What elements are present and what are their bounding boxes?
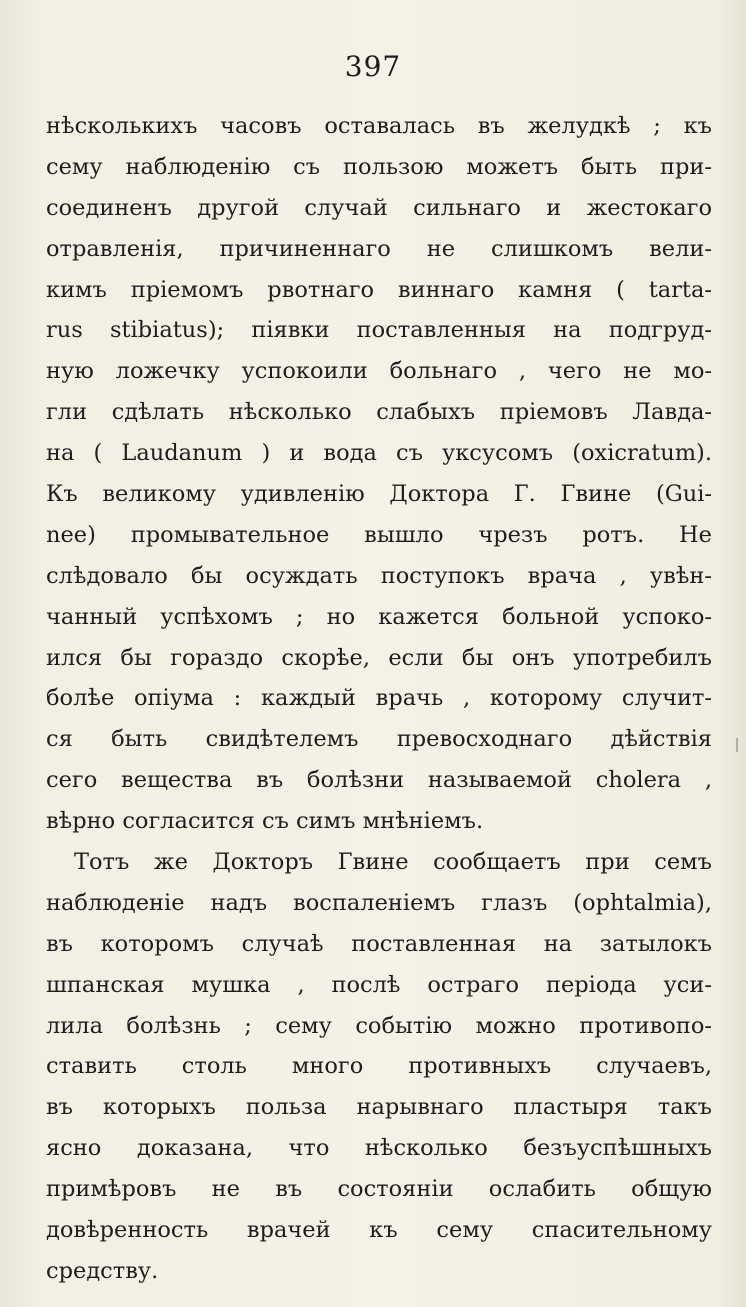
text-line: ясно доказана, что нѣсколько безъуспѣшныхъ	[46, 1135, 712, 1162]
text-line: ставить столь много противныхъ случаевъ,	[46, 1053, 712, 1080]
text-line: чанный успѣхомъ ; но кажется больной успоко-	[46, 603, 712, 630]
text-line: ился бы гораздо скорѣе, если бы онъ употребилъ	[46, 644, 712, 671]
margin-mark	[736, 738, 738, 752]
text-line: nee) промывательное вышло чрезъ ротъ. Не	[46, 521, 712, 548]
text-line: въ которомъ случаѣ поставленная на затылокъ	[46, 930, 712, 957]
text-line: rus stibiatus); піявки поставленныя на подгруд-	[46, 317, 712, 344]
text-line: ся быть свидѣтелемъ превосходнаго дѣйствія	[46, 726, 712, 753]
body-text	[46, 106, 712, 1292]
text-line: соединенъ другой случай сильнаго и жестокаго	[46, 194, 712, 221]
text-line: кимъ пріемомъ рвотнаго виннаго камня ( tarta-	[46, 276, 712, 303]
text-line: въ которыхъ польза нарывнаго пластыря такъ	[46, 1094, 712, 1121]
text-line: Къ великому удивленію Доктора Г. Гвине (Gui-	[46, 481, 712, 508]
text-line: наблюденіе надъ воспаленіемъ глазъ (ophtalmia),	[46, 889, 712, 916]
text-line: лила болѣзнь ; сему событію можно противопо-	[46, 1012, 712, 1039]
text-line: болѣе опіума : каждый врачь , которому случит-	[46, 685, 712, 712]
text-line: сему наблюденію съ пользою можетъ быть при-	[46, 153, 712, 180]
page-number: 397	[344, 50, 402, 83]
text-line: шпанская мушка , послѣ остраго періода уси-	[46, 971, 712, 998]
paragraph-last-line: вѣрно согласится съ симъ мнѣніемъ.	[46, 808, 484, 835]
paragraph-first-line: Тотъ же Докторъ Гвине сообщаетъ при семъ	[74, 849, 712, 876]
text-line: сего вещества въ болѣзни называемой cholera ,	[46, 767, 712, 794]
text-line: нѣсколькихъ часовъ оставалась въ желудкѣ ; къ	[46, 113, 712, 139]
text-line: отравленія, причиненнаго не слишкомъ вели-	[46, 235, 712, 262]
text-line: довѣренность врачей къ сему спасительному	[46, 1217, 712, 1244]
text-line: ную ложечку успокоили больнаго , чего не мо-	[46, 358, 712, 385]
text-line: гли сдѣлать нѣсколько слабыхъ пріемовъ Лавда-	[46, 399, 712, 426]
text-line: примѣровъ не въ состояніи ослабить общую	[46, 1176, 712, 1203]
text-line: на ( Laudanum ) и вода съ уксусомъ (oxicratum).	[46, 440, 712, 467]
text-line: слѣдовало бы осуждать поступокъ врача , увѣн-	[46, 562, 712, 589]
paragraph-last-line: средству.	[46, 1257, 159, 1284]
